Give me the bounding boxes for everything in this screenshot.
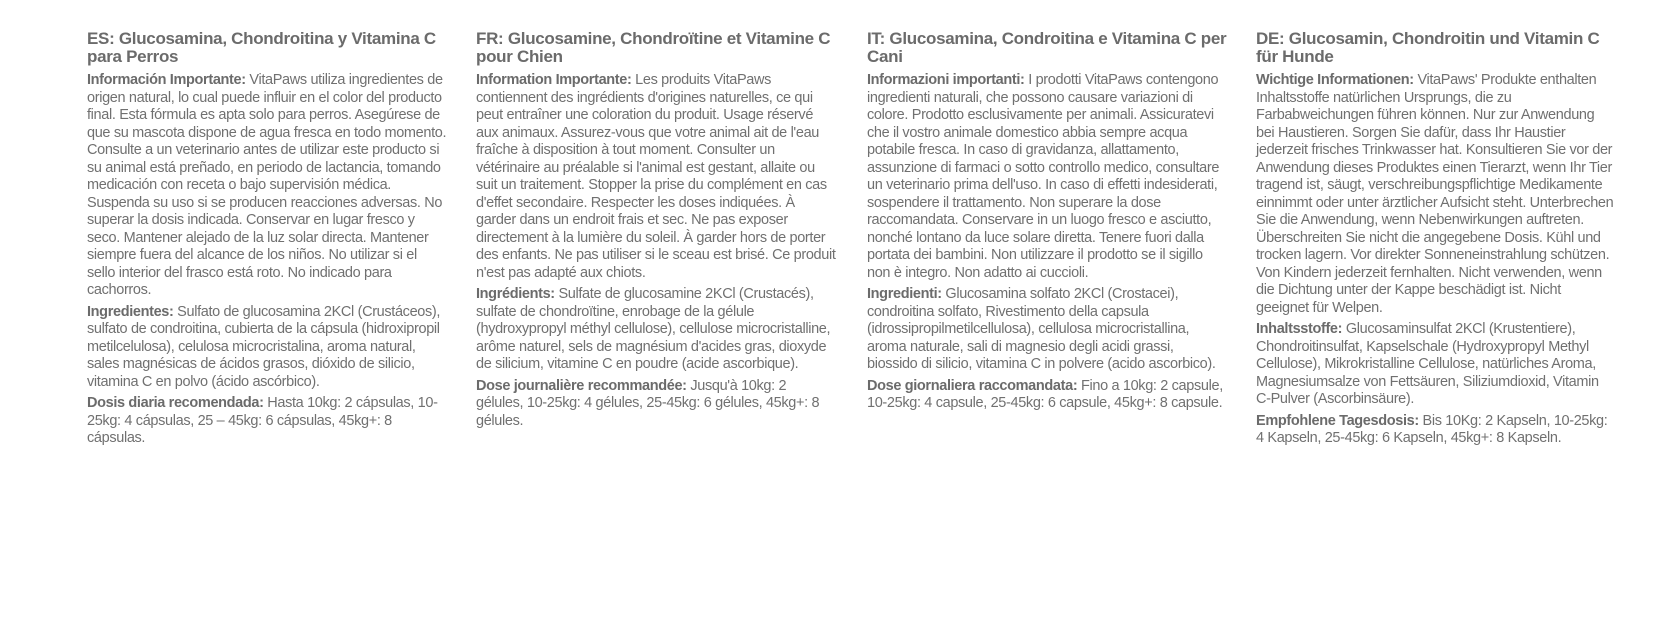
column-fr xyxy=(476,30,836,434)
column-title-de: DE: Glucosamin, Chondroitin und Vitamin C für Hunde xyxy=(1256,29,1600,66)
important-info-it xyxy=(867,72,1227,282)
ingredients-fr xyxy=(476,286,836,374)
daily-dose-text-es: Hasta 10kg: 2 cápsulas, 10-25kg: 4 cápsulas, 25 – 45kg: 6 cápsulas, 45kg+: 8 cápsulas. xyxy=(87,395,438,446)
ingredients-de xyxy=(1256,321,1616,409)
column-es xyxy=(87,30,447,452)
daily-dose-it xyxy=(867,378,1227,413)
column-title-es: ES: Glucosamina, Chondroitina y Vitamina C para Perros xyxy=(87,29,436,66)
column-it xyxy=(867,30,1227,417)
important-info-label-fr: Information Importante: xyxy=(476,72,632,88)
important-info-label-it: Informazioni importanti: xyxy=(867,72,1025,88)
ingredients-text-fr: Sulfate de glucosamine 2KCl (Crustacés), sulfate de chondroïtine, enrobage de la gélule (hydroxypropyl méthyl cellulose), cellulose microcristalline, arôme naturel, sels de magnésium d'acides gras, dioxyde de silicium, vitamine C en poudre (acide ascorbique). xyxy=(476,286,831,372)
ingredients-label-it: Ingredienti: xyxy=(867,286,942,302)
daily-dose-label-de: Empfohlene Tagesdosis: xyxy=(1256,412,1419,429)
important-info-label-es: Información Importante: xyxy=(87,72,246,88)
daily-dose-de xyxy=(1256,413,1616,448)
important-info-text-es: VitaPaws utiliza ingredientes de origen natural, lo cual puede influir en el color del producto final. Esta fórmula es apta solo para perros. Asegúrese de que su mascota dispone de agua fresca en todo momento. Consulte a un veterinario antes de utilizar este producto si su animal está preñado, en periodo de lactancia, tomando medicación con receta o bajo supervisión médica. Suspenda su uso si se producen reacciones adversas. No superar la dosis indicada. Conservar en lugar fresco y seco. Mantener alejado de la luz solar directa. Mantener siempre fuera del alcance de los niños. No utilizar si el sello interior del frasco está roto. No indicado para cachorros. xyxy=(87,72,447,298)
important-info-text-it: I prodotti VitaPaws contengono ingredienti naturali, che possono causare variazioni di colore. Prodotto esclusivamente per animali. Assicuratevi che il vostro animale domestico abbia sempre acqua potabile fresca. In caso di gravidanza, allattamento, assunzione di farmaci o sotto controllo medico, consultare un veterinario prima dell'uso. In caso di effetti indesiderati, sospendere il trattamento. Non superare la dose raccomandata. Conservare in un luogo fresco e asciutto, nonché lontano da luce solare diretta. Tenere fuori dalla portata dei bambini. Non utilizzare il prodotto se il sigillo non è integro. Non adatto ai cuccioli. xyxy=(867,72,1220,281)
daily-dose-text-it: Fino a 10kg: 2 capsule, 10-25kg: 4 capsule, 25-45kg: 6 capsule, 45kg+: 8 capsule. xyxy=(867,377,1223,411)
important-info-text-fr: Les produits VitaPaws contiennent des ingrédients d'origines naturelles, ce qui peut entraîner une coloration du produit. Usage réservé aux animaux. Assurez-vous que votre animal ait de l'eau fraîche à disposition à tout moment. Consulter un vétérinaire au préalable si l'animal est gestant, allaite ou suit un traitement. Stopper la prise du complément en cas d'effet secondaire. Respecter les doses indiquées. À garder dans un endroit frais et sec. Ne pas exposer directement à la lumière du soleil. À garder hors de porter des enfants. Ne pas utiliser si le sceau est brisé. Ce produit n'est pas adapté aux chiots. xyxy=(476,72,836,281)
ingredients-text-es: Sulfato de glucosamina 2KCl (Crustáceos), sulfato de condroitina, cubierta de la cápsula (hidroxipropil metilcelulosa), celulosa microcristalina, aroma natural, sales magnésicas de ácidos grasos, dióxido de silicio, vitamina C en polvo (ácido ascórbico). xyxy=(87,303,441,390)
important-info-label-de: Wichtige Informationen: xyxy=(1256,72,1414,88)
daily-dose-label-it: Dose giornaliera raccomandata: xyxy=(867,377,1078,394)
daily-dose-fr xyxy=(476,378,836,431)
ingredients-label-de: Inhaltsstoffe: xyxy=(1256,321,1343,337)
daily-dose-text-fr: Jusqu'à 10kg: 2 gélules, 10-25kg: 4 gélules, 25-45kg: 6 gélules, 45kg+: 8 gélules. xyxy=(476,377,820,429)
daily-dose-label-es: Dosis diaria recomendada: xyxy=(87,395,264,411)
column-title-it: IT: Glucosamina, Condroitina e Vitamina C per Cani xyxy=(867,29,1227,66)
important-info-es xyxy=(87,72,447,300)
column-de xyxy=(1256,30,1616,452)
important-info-fr xyxy=(476,72,836,282)
daily-dose-text-de: Bis 10Kg: 2 Kapseln, 10-25kg: 4 Kapseln, 25-45kg: 6 Kapseln, 45kg+: 8 Kapseln. xyxy=(1256,412,1608,446)
column-title-fr: FR: Glucosamine, Chondroïtine et Vitamine C pour Chien xyxy=(476,29,831,66)
ingredients-label-es: Ingredientes: xyxy=(87,303,174,320)
ingredients-it xyxy=(867,286,1227,374)
important-info-text-de: VitaPaws' Produkte enthalten Inhaltsstoffe natürlichen Ursprungs, die zu Farbabweichungen führen können. Nur zur Anwendung bei Haustieren. Sorgen Sie dafür, dass Ihr Haustier jederzeit frisches Trinkwasser hat. Konsultieren Sie vor der Anwendung dieses Produktes einen Tierarzt, wenn Ihr Tier tragend ist, säugt, verschreibungspflichtige Medikamente einnimmt oder unter ärztlicher Aufsicht steht. Unterbrechen Sie die Anwendung, wenn Nebenwirkungen auftreten. Überschreiten Sie nicht die angegebene Dosis. Kühl und trocken lagern. Vor direkter Sonneneinstrahlung schützen. Von Kindern jederzeit fernhalten. Nicht verwenden, wenn die Dichtung unter der Kappe beschädigt ist. Nicht geeignet für Welpen. xyxy=(1256,72,1614,316)
important-info-de xyxy=(1256,72,1616,317)
daily-dose-label-fr: Dose journalière recommandée: xyxy=(476,377,687,394)
ingredients-text-it: Glucosamina solfato 2KCl (Crostacei), condroitina solfato, Rivestimento della capsula (idrossipropilmetilcellulosa), cellulosa microcristallina, aroma naturale, sali di magnesio degli acidi grassi, biossido di silicio, vitamina C in polvere (acido ascorbico). xyxy=(867,286,1216,372)
ingredients-es xyxy=(87,304,447,392)
daily-dose-es xyxy=(87,395,447,448)
ingredients-text-de: Glucosaminsulfat 2KCl (Krustentiere), Chondroitinsulfat, Kapselschale (Hydroxypropyl Methyl Cellulose), Mikrokristalline Cellulose, natürliches Aroma, Magnesiumsalze von Fettsäuren, Siliziumdioxid, Vitamin C-Pulver (Ascorbinsäure). xyxy=(1256,321,1599,407)
ingredients-label-fr: Ingrédients: xyxy=(476,286,555,302)
